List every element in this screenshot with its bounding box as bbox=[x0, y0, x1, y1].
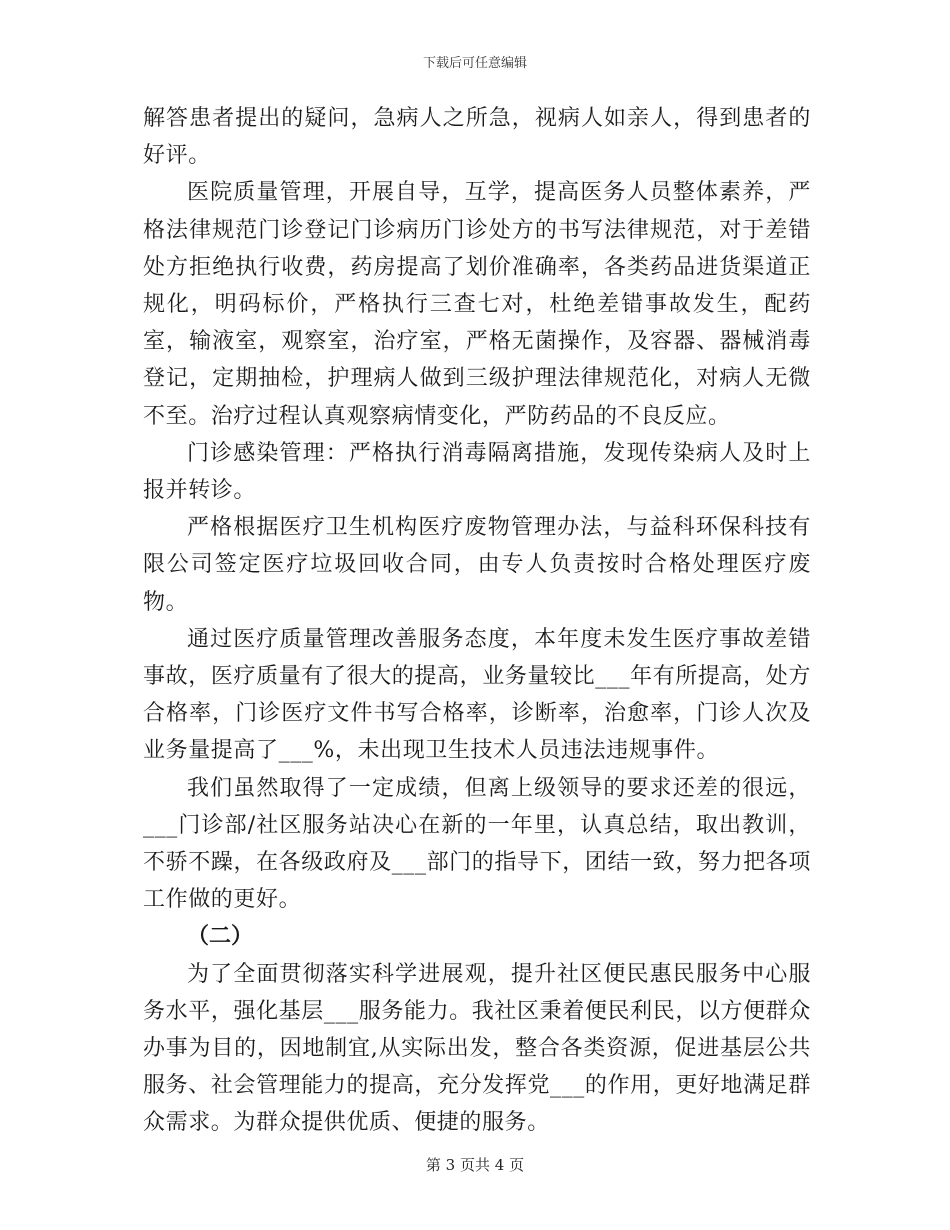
paragraph-5: 通过医疗质量管理改善服务态度，本年度未发生医疗事故差错事故，医疗质量有了很大的提高，业务量较比___年有所提高，处方合格率，门诊医疗文件书写合格率，诊断率，治愈率，门诊人次及业务量提高了___%，未出现卫生技术人员违法违规事件。 bbox=[143, 626, 811, 764]
paragraph-1: 解答患者提出的疑问，急病人之所急，视病人如亲人，得到患者的好评。 bbox=[143, 106, 811, 169]
section-paragraph: 为了全面贯彻落实科学进展观，提升社区便民惠民服务中心服务水平，强化基层___服务能力。我社区秉着便民利民，以方便群众办事为目的，因地制宜,从实际出发，整合各类资源，促进基层公共服务、社会管理能力的提高，充分发挥党___的作用，更好地满足群众需求。为群众提供优质、便捷的服务。 bbox=[143, 961, 811, 1136]
document-body bbox=[143, 100, 811, 1142]
page-footer: 第 3 页共 4 页 bbox=[425, 1156, 525, 1174]
paragraph-3: 门诊感染管理：严格执行消毒隔离措施，发现传染病人及时上报并转诊。 bbox=[143, 440, 811, 504]
paragraph-4: 严格根据医疗卫生机构医疗废物管理办法，与益科环保科技有限公司签定医疗垃圾回收合同，由专人负责按时合格处理医疗废物。 bbox=[143, 515, 811, 615]
paragraph-2: 医院质量管理，开展自导，互学，提高医务人员整体素养，严格法律规范门诊登记门诊病历门诊处方的书写法律规范，对于差错处方拒绝执行收费，药房提高了划价准确率，各类药品进货渠道正规化，明码标价，严格执行三查七对，杜绝差错事故发生，配药室，输液室，观察室，治疗室，严格无菌操作，及容器、器械消毒登记，定期抽检，护理病人做到三级护理法律规范化，对病人无微不至。治疗过程认真观察病情变化，严防药品的不良反应。 bbox=[143, 180, 811, 429]
section-heading: （二） bbox=[187, 923, 254, 950]
page-header: 下载后可任意编辑 bbox=[422, 56, 527, 71]
paragraph-6: 我们虽然取得了一定成绩，但离上级领导的要求还差的很远，___门诊部/社区服务站决心在新的一年里，认真总结，取出教训，不骄不躁，在各级政府及___部门的指导下，团结一致，努力把各项工作做的更好。 bbox=[143, 775, 811, 913]
